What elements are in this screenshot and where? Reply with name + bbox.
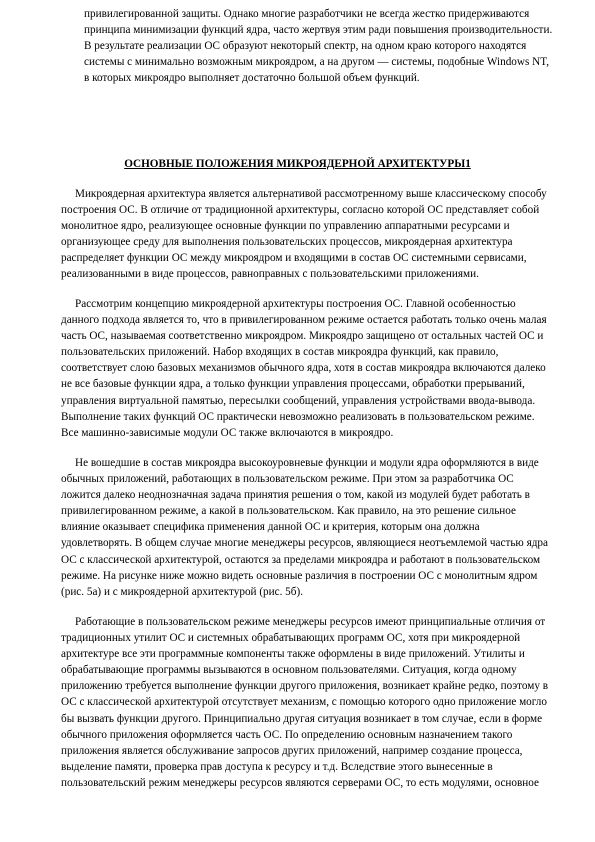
section-heading: ОСНОВНЫЕ ПОЛОЖЕНИЯ МИКРОЯДЕРНОЙ АРХИТЕКТУРЫ1 xyxy=(124,158,471,170)
intro-paragraph: привилегированной защиты. Однако многие разработчики не всегда жестко придерживаются принципа минимизации функций ядра, часто жертвуя этим ради повышения производительности. В результате реализации ОС образуют некоторый спектр, на одном краю которого находятся системы с минимально возможным микроядром, а на другом — системы, подобные Windows NT, в которых микроядро выполняет достаточно большой объем функций. xyxy=(84,8,553,85)
body-paragraph-4: Работающие в пользовательском режиме менеджеры ресурсов имеют принципиальные отличия от традиционных утилит ОС и системных обрабатывающих программ ОС, хотя при микроядерной архитектуре все эти программные компоненты также оформлены в виде приложений. Утилиты и обрабатывающие программы вызываются в основном пользователями. Ситуация, когда одному приложению требуется выполнение функции другого приложения, возникает крайне редко, поэтому в ОС с классической архитектурой отсутствует механизм, с помощью которого одно приложение могло бы вызвать функции другого. Принципиально другая ситуация возникает в том случае, если в форме обычного приложения оформляется часть ОС. По определению основным назначением такого приложения является обслуживание запросов других приложений, например создание процесса, выделение памяти, проверка прав доступа к ресурсу и т.д. Вследствие этого вынесенные в пользовательский режим менеджеры ресурсов являются серверами ОС, то есть модулями, основное xyxy=(61,616,549,789)
body-paragraph-3: Не вошедшие в состав микроядра высокоуровневые функции и модули ядра оформляются в виде обычных приложений, работающих в пользовательском режиме. При этом за разработчика ОС ложится далеко неоднозначная задача принятия решения о том, какой из модулей будет работать в привилегированном режиме, а какой в пользовательском. Как правило, на это решение сильное влияние оказывает специфика применения данной ОС и критерия, которым она должна удовлетворять. В общем случае многие менеджеры ресурсов, являющиеся неотъемлемой частью ядра ОС с классической архитектурой, остаются за пределами микроядра и работают в пользовательском режиме. На рисунке ниже можно видеть основные различия в построении ОС с монолитным ядром (рис. 5а) и с микроядерной архитектурой (рис. 5б). xyxy=(61,457,548,598)
body-paragraph-1: Микроядерная архитектура является альтернативой рассмотренному выше классическому способу построения ОС. В отличие от традиционной архитектуры, согласно которой ОС представляет собой монолитное ядро, реализующее основные функции по управлению аппаратными ресурсами и организующее среду для выполнения пользовательских процессов, микроядерная архитектура распределяет функции ОС между микроядром и входящими в состав ОС системными сервисами, реализованными в виде процессов, равноправных с пользовательскими приложениями. xyxy=(61,188,547,281)
body-paragraph-2: Рассмотрим концепцию микроядерной архитектуры построения ОС. Главной особенностью данного подхода является то, что в привилегированном режиме остается работать только очень малая часть ОС, называемая соответственно микроядром. Микроядро защищено от остальных частей ОС и пользовательских приложений. Набор входящих в состав микроядра функций, как правило, соответствует слою базовых механизмов обычного ядра, хотя в состав микроядра включаются далеко не все базовые функции ядра, а только функции управления процессами, обработки прерываний, управления виртуальной памятью, пересылки сообщений, управления устройствами ввода-вывода. Выполнение таких функций ОС практически невозможно реализовать в пользовательском режиме. Все машинно-зависимые модули ОС также включаются в микроядро. xyxy=(61,298,547,439)
